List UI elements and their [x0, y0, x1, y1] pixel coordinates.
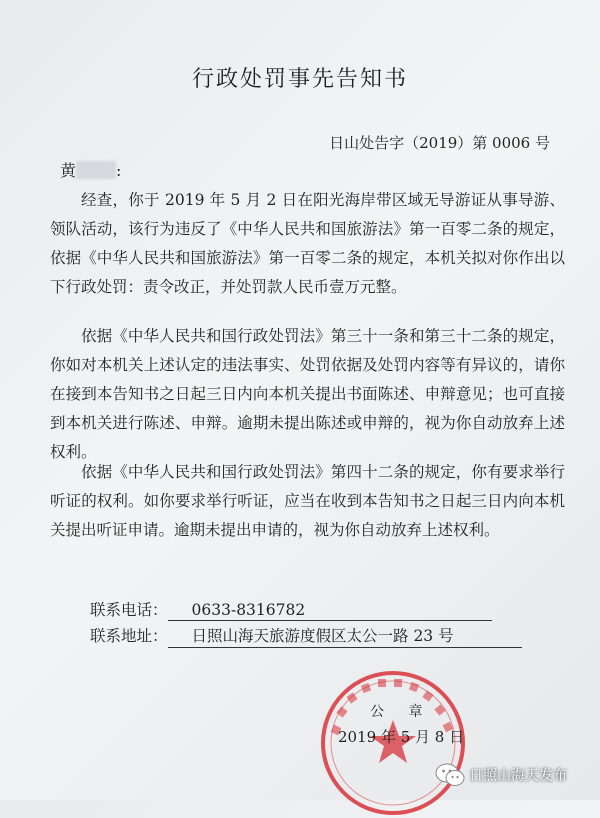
seal-label: 公 章: [370, 704, 433, 720]
paragraph-findings: 经查，你于 2019 年 5 月 2 日在阳光海岸带区域无导游证从事导游、领队活动，该行为违反了《中华人民共和国旅游法》第一百零二条的规定，依据《中华人民共和国旅游法》第一百零二条的规定，本机关拟对你作出以下行政处罚：责令改正，并处罚款人民币壹万元整。: [50, 191, 565, 296]
paragraph-statement-rights: 依据《中华人民共和国行政处罚法》第三十一条和第三十二条的规定，你如对本机关上述认定的违法事实、处罚依据及处罚内容等有异议的，请你在接到本告知书之日起三日内向本机关提出书面陈述、申辩意见；也可直接到本机关进行陈述、申辩。逾期未提出陈述或申辩的，视为你自动放弃上述权利。: [50, 327, 565, 461]
redacted-name: [76, 161, 116, 179]
phone-label: 联系电话：: [90, 601, 168, 619]
recipient-line: 黄 :: [60, 161, 122, 180]
contact-phone-row: [90, 598, 492, 621]
contact-address-row: [90, 624, 522, 648]
publisher-watermark: [435, 760, 567, 790]
phone-value: 0633-8316782: [168, 601, 492, 621]
recipient-name: 黄: [60, 161, 77, 180]
address-value: 日照山海天旅游度假区太公一路 23 号: [168, 624, 522, 648]
paragraph-hearing-rights: 依据《中华人民共和国行政处罚法》第四十二条的规定，你有要求举行听证的权利。如你要求举行听证，应当在收到本告知书之日起三日内向本机关提出听证申请。逾期未提出申请的，视为你自动放弃上述权利。: [50, 463, 565, 539]
watermark-text: 日照山海天发布: [469, 768, 567, 784]
issue-date: 2019 年 5 月 8 日: [338, 728, 465, 746]
document-number: 日山处告字（2019）第 0006 号: [329, 134, 550, 152]
document-title: 行政处罚事先告知书: [191, 67, 408, 92]
wechat-icon: [435, 762, 465, 788]
address-label: 联系地址：: [90, 627, 168, 645]
